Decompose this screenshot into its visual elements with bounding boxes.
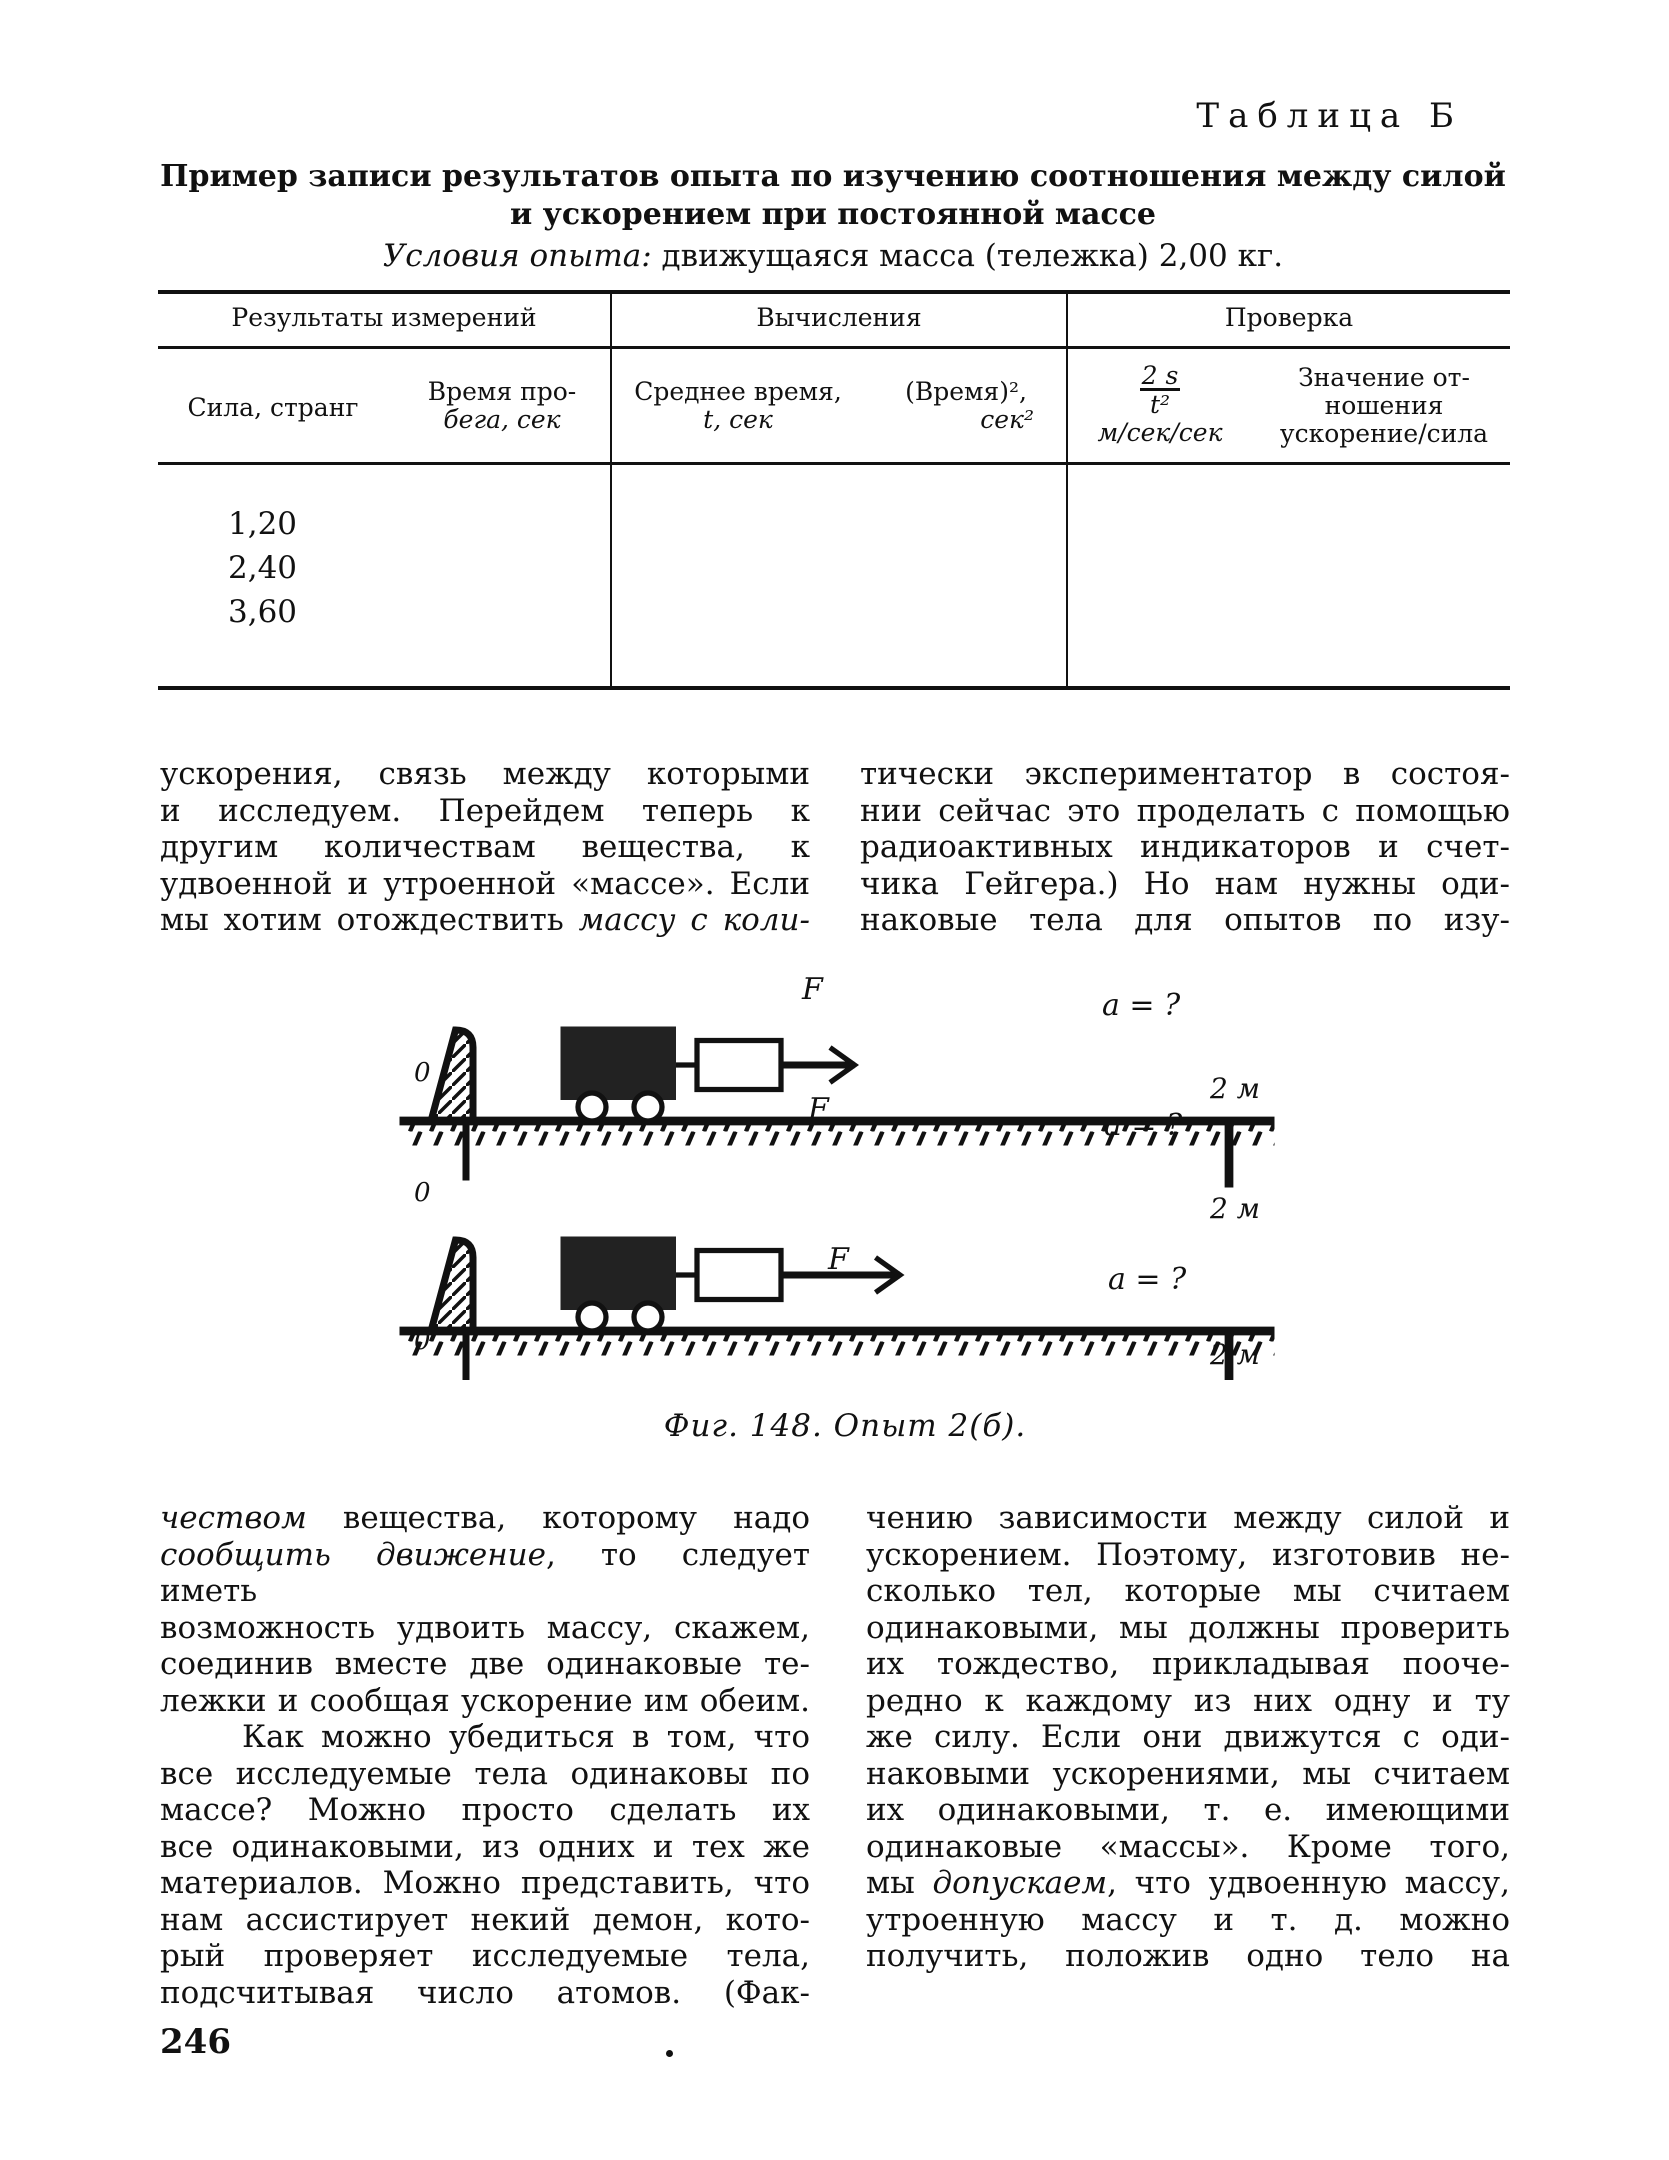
table-label: Таблица Б: [1196, 96, 1463, 136]
lower-left-column: чеством вещества, которому надо сообщить движение, то следует иметь возможность удвоить массу, скажем, соединив вместе две одинаковые те- лежки и сообщая ускорение им обеим. Как можно убедиться в том, что все исследуемые тела одинаковы по массе? Можно просто сделать их все одинаковыми, из одних и тех же материалов. Можно представить, что нам ассистирует некий демон, кото- рый проверяет исследуемые тела, подсчитывая число атомов. (Фак-: [160, 1500, 810, 2011]
accel-label-3: a = ?: [1108, 1262, 1187, 1297]
table-rule-header: [158, 462, 1510, 465]
origin-label-2: 0: [414, 1178, 431, 1208]
figure-caption: Фиг. 148. Опыт 2(б).: [663, 1408, 1027, 1444]
table-row: 2,40: [228, 550, 298, 586]
table-row: 3,60: [228, 594, 298, 630]
end-label-3: 2 м: [1210, 1338, 1260, 1371]
figure-148: [380, 960, 1280, 1380]
accel-label-2: a = ?: [1104, 1108, 1183, 1143]
table-rule-bottom: [158, 686, 1510, 690]
conditions-text: движущаяся масса (тележка) 2,00 кг.: [661, 238, 1284, 274]
results-table: [158, 290, 1510, 696]
print-speck: [666, 2050, 673, 2057]
experiment-conditions: [158, 238, 1508, 274]
col-header-run-time: Время про- бега, сек: [427, 377, 577, 434]
conditions-label: Условия опыта:: [382, 238, 652, 274]
col-header-force: Сила, странг: [187, 393, 359, 422]
col-header-ratio: Значение от- ношения ускорение/сила: [1279, 363, 1489, 448]
col-header-time-squared: (Время)², сек²: [905, 377, 1034, 434]
col-header-acceleration: 2 s t² м/сек/сек: [1097, 361, 1223, 447]
table-divider-2: [1066, 294, 1068, 688]
accel-label-1: a = ?: [1102, 988, 1181, 1023]
group-header-measurements: Результаты измерений: [231, 303, 537, 332]
force-values: [228, 502, 297, 634]
table-rule-top: [158, 290, 1510, 294]
upper-right-column: тически экспериментатор в состоя- нии сейчас это проделать с помощью радиоактивных индикаторов и счет- чика Гейгера.) Но нам нужны оди- наковые тела для опытов по изу-: [860, 756, 1510, 938]
group-header-verification: Проверка: [1224, 303, 1354, 332]
table-row: 1,20: [228, 506, 298, 542]
table-title-line-1: Пример записи результатов опыта по изучению соотношения между силой: [160, 159, 1506, 194]
end-label-1: 2 м: [1210, 1072, 1260, 1105]
table-divider-1: [610, 294, 612, 688]
table-title-line-2: и ускорением при постоянной массе: [509, 197, 1157, 232]
origin-label-1: 0: [414, 1058, 431, 1088]
page-number: 246: [160, 2022, 231, 2062]
group-header-calculations: Вычисления: [756, 303, 922, 332]
lower-right-column: чению зависимости между силой и ускорением. Поэтому, изготовив не- сколько тел, которые мы считаем одинаковыми, мы должны проверить их тождество, прикладывая пооче- редно к каждому из них одну и ту же силу. Если они движутся с оди- наковыми ускорениями, мы считаем их одинаковыми, т. е. имеющими одинаковые «массы». Кроме того, мы допускаем, что удвоенную массу, утроенную массу и т. д. можно получить, положив одно тело на: [866, 1500, 1511, 1974]
force-label-3: F: [828, 1242, 849, 1277]
upper-left-column: ускорения, связь между которыми и исследуем. Перейдем теперь к другим количествам вещества, к удвоенной и утроенной «массе». Если мы хотим отождествить массу с коли-: [160, 756, 810, 938]
force-label-1: F: [802, 972, 823, 1007]
table-rule-group: [158, 346, 1510, 349]
force-label-2: F: [808, 1092, 829, 1127]
end-label-2: 2 м: [1210, 1192, 1260, 1225]
col-header-mean-time: Среднее время, t, сек: [634, 377, 842, 434]
origin-label-3: 0: [414, 1326, 431, 1356]
table-title: [158, 158, 1508, 234]
